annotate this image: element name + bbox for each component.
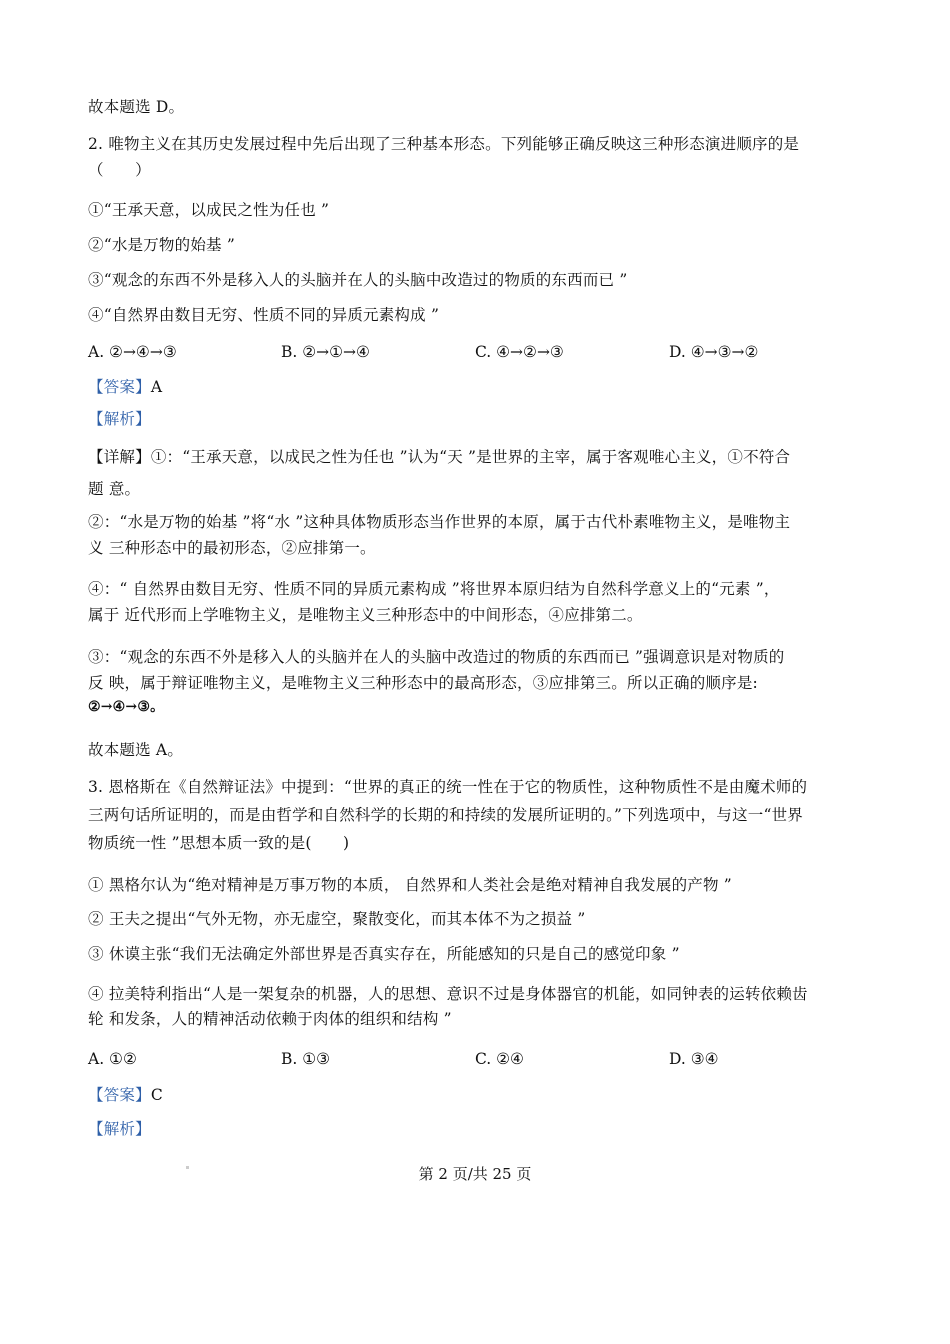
q2-option-c: C. ④→②→③: [475, 343, 564, 361]
answer-value: C: [150, 1086, 163, 1104]
q3-analysis-line: [88, 1118, 868, 1140]
detail-tag: 【详解】: [88, 448, 151, 466]
q2-detail-p3-line1: ④：“ 自然界由数目无穷、性质不同的异质元素构成 ”将世界本原归结为自然科学意义上的“元素 ”，: [88, 580, 780, 598]
page-footer: 第 2 页/共 25 页: [418, 1165, 532, 1183]
analysis-tag: 【解析】: [88, 1120, 151, 1138]
q2-analysis-line: [88, 408, 868, 430]
q2-detail-p4-line2: 反 映，属于辩证唯物主义，是唯物主义三种形态中的最高形态，③应排第三。所以正确的顺序是:: [88, 674, 758, 692]
q3-item-3: ③ 休谟主张“我们无法确定外部世界是否真实存在，所能感知的只是自己的感觉印象 ”: [88, 945, 680, 963]
analysis-tag: 【解析】: [88, 410, 151, 428]
q2-item-4: ④“自然界由数目无穷、性质不同的异质元素构成 ”: [88, 306, 440, 324]
q3-option-d: D. ③④: [669, 1050, 719, 1068]
answer-tag: 【答案】: [88, 1086, 151, 1104]
q2-option-b: B. ②→①→④: [281, 343, 370, 361]
q2-option-d: D. ④→③→②: [669, 343, 759, 361]
q2-conclusion: 故本题选 A。: [88, 741, 184, 759]
q3-item-4-line1: ④ 拉美特利指出“人是一架复杂的机器，人的思想、意识不过是身体器官的机能，如同钟表的运转依赖齿: [88, 985, 808, 1003]
q2-answer-line: [88, 376, 868, 398]
q2-detail-p4-line3: ②→④→③。: [88, 699, 165, 715]
q2-item-1: ①“王承天意，以成民之性为任也 ”: [88, 201, 330, 219]
q1-conclusion: 故本题选 D。: [88, 98, 185, 116]
q2-option-a: A. ②→④→③: [88, 343, 177, 361]
q2-stem-line1: 2. 唯物主义在其历史发展过程中先后出现了三种基本形态。下列能够正确反映这三种形态演进顺序的是: [88, 135, 800, 153]
q3-option-b: B. ①③: [281, 1050, 331, 1068]
q3-item-4-line2: 轮 和发条，人的精神活动依赖于肉体的组织和结构 ”: [88, 1010, 452, 1028]
q2-item-2: ②“水是万物的始基 ”: [88, 236, 235, 254]
q3-stem-line2: 三两句话所证明的，而是由哲学和自然科学的长期的和持续的发展所证明的。”下列选项中，与这一“世界: [88, 806, 804, 824]
q3-option-c: C. ②④: [475, 1050, 524, 1068]
q2-detail-p2-line1: ②：“水是万物的始基 ”将“水 ”这种具体物质形态当作世界的本原，属于古代朴素唯物主义，是唯物主: [88, 513, 791, 531]
detail-p1-text: ①：“王承天意，以成民之性为任也 ”认为“天 ”是世界的主宰，属于客观唯心主义，①不符合: [150, 448, 791, 466]
q2-item-3: ③“观念的东西不外是移入人的头脑并在人的头脑中改造过的物质的东西而已 ”: [88, 271, 628, 289]
q2-detail-p3-line2: 属于 近代形而上学唯物主义，是唯物主义三种形态中的中间形态，④应排第二。: [88, 606, 643, 624]
q2-stem-line2: （ ）: [88, 161, 151, 179]
q3-item-2: ② 王夫之提出“气外无物，亦无虚空，聚散变化，而其本体不为之损益 ”: [88, 910, 586, 928]
q3-answer-line: [88, 1084, 868, 1106]
answer-tag: 【答案】: [88, 378, 151, 396]
q2-detail-p4-line1: ③：“观念的东西不外是移入人的头脑并在人的头脑中改造过的物质的东西而已 ”强调意识是对物质的: [88, 648, 785, 666]
answer-value: A: [150, 378, 163, 396]
q2-detail-p1-line1: [88, 446, 868, 468]
q2-detail-p1-line2: 题 意。: [88, 480, 141, 498]
q3-item-1: ① 黑格尔认为“绝对精神是万事万物的本质， 自然界和人类社会是绝对精神自我发展的产物 ”: [88, 876, 732, 894]
q2-detail-p2-line2: 义 三种形态中的最初形态，②应排第一。: [88, 539, 376, 557]
q3-stem-line3: 物质统一性 ”思想本质一致的是( ): [88, 834, 350, 852]
q3-option-a: A. ①②: [88, 1050, 137, 1068]
q3-stem-line1: 3. 恩格斯在《自然辩证法》中提到：“世界的真正的统一性在于它的物质性，这种物质性不是由魔术师的: [88, 778, 808, 796]
